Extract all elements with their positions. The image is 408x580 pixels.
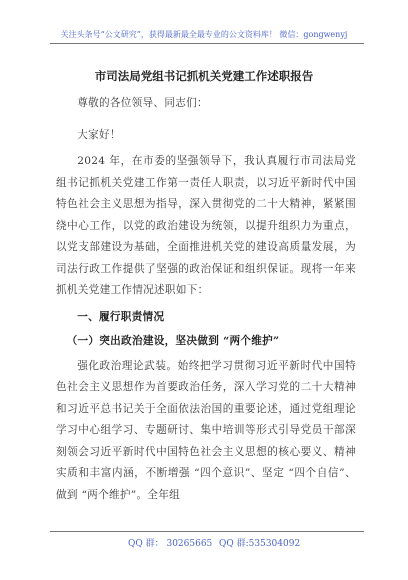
- paragraph-intro: 2024 年，在市委的坚强领导下，我认真履行市司法局党组书记抓机关党建工作第一责任人职责，以习近平新时代中国特色社会主义思想为指导，深入贯彻党的二十大精神，紧紧围绕中心工作，以党的政治建设为统领，以提升组织力为重点，以党支部建设为基础，全面推进机关党的建设高质量发展，为司法行政工作提供了坚强的政治保证和组织保证。现将一年来抓机关党建工作情况述职如下：: [56, 155, 356, 296]
- document-body: [56, 93, 356, 506]
- footer-divider: [50, 531, 364, 532]
- paragraph-political: 强化政治理论武装。始终把学习贯彻习近平新时代中国特色社会主义思想作为首要政治任务，深入学习党的二十大精神和习近平总书记关于全面依法治国的重要论述，通过党组理论学习中心组学习、专题研讨、集中培训等形式引导党员干部深刻领会习近平新时代中国特色社会主义思想的核心要义、精神实质和丰富内涵，不断增强 “四个意识”、坚定 “四个自信”、做到 “两个维护”。全年组: [56, 359, 356, 501]
- document-title: 市司法局党组书记抓机关党建工作述职报告: [94, 69, 314, 83]
- page-header-banner: 关注头条号“公文研究”，获得最新最全最专业的公文资料库！ 微信：gongwenyj: [60, 30, 348, 39]
- header-divider: [50, 43, 364, 44]
- salutation: 尊敬的各位领导、同志们：: [77, 97, 208, 109]
- qq-group-1: QQ 群： 30265665: [128, 539, 213, 549]
- section-heading: 一、履行职责情况: [77, 310, 165, 323]
- subsection-heading: （一）突出政治建设，坚决做到 “两个维护”: [66, 335, 280, 347]
- qq-group-2: QQ 群:535304092: [219, 539, 301, 549]
- greeting: 大家好！: [77, 128, 121, 141]
